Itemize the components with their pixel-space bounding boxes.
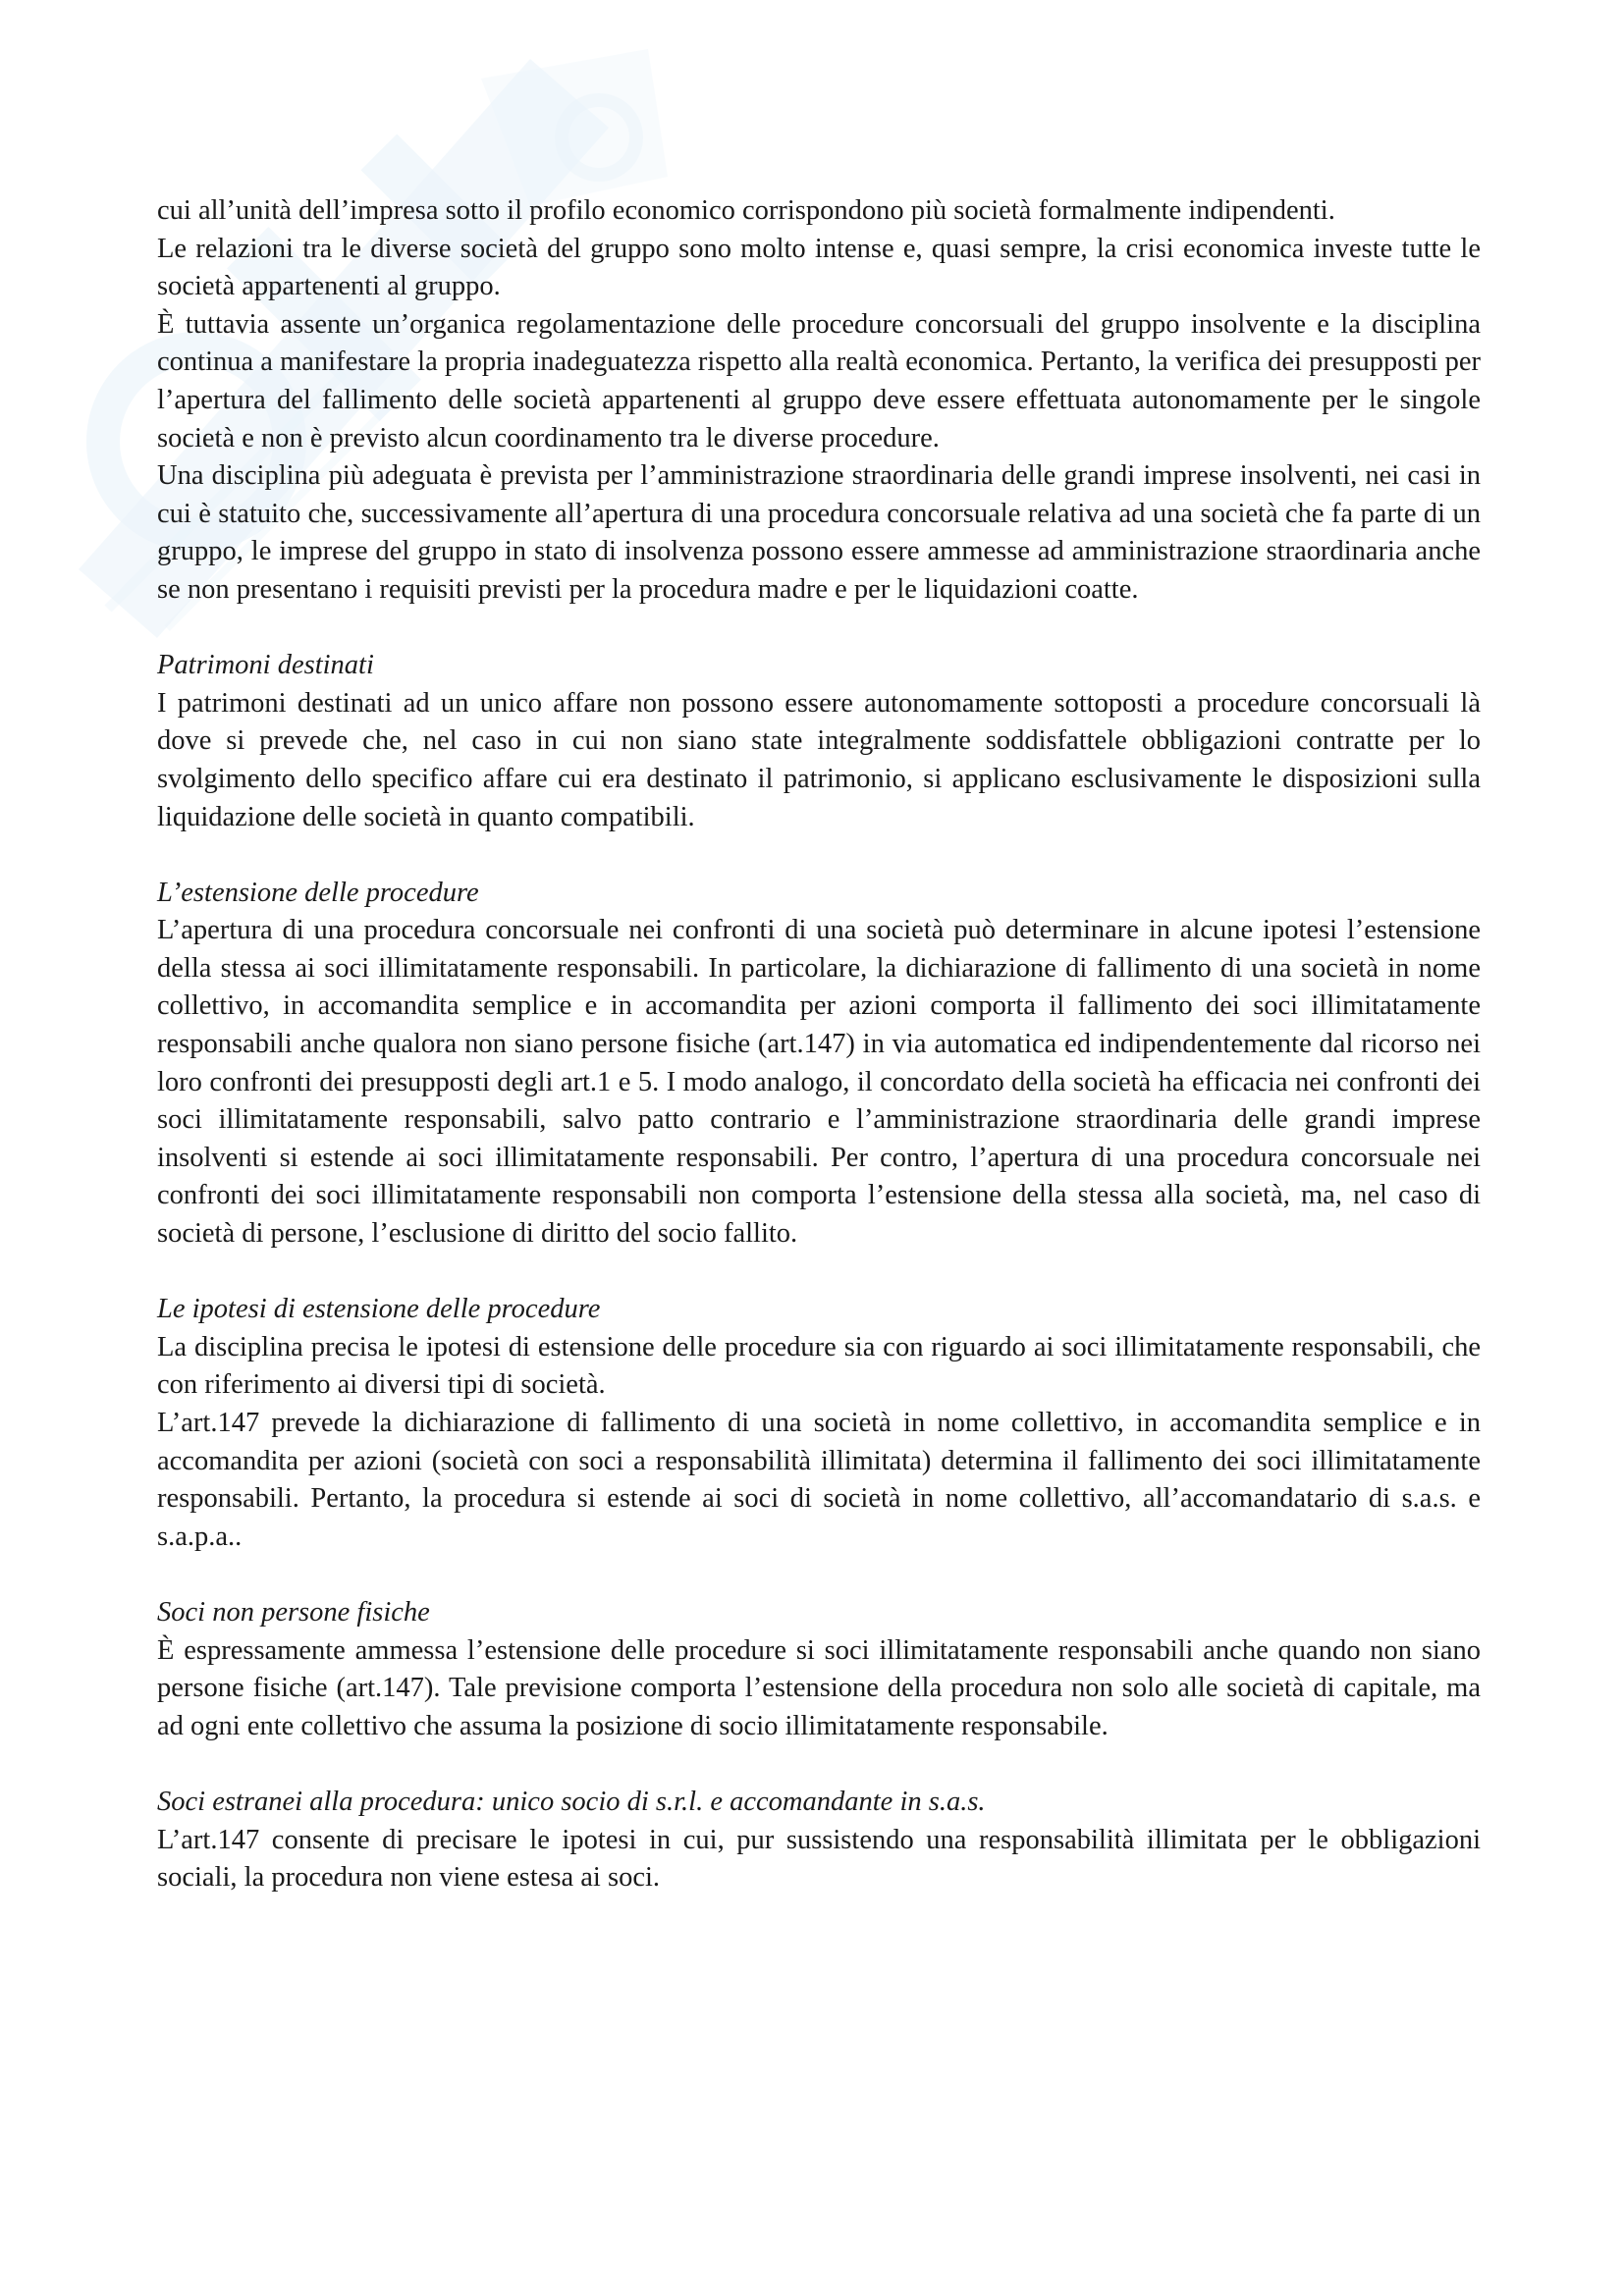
section-heading: Le ipotesi di estensione delle procedure [157,1294,601,1325]
section-paragraph: L’art.147 consente di precisare le ipotesi in cui, pur sussistendo una responsabilità illimitata per le obbligazioni sociali, la procedura non viene estesa ai soci. [157,1824,1481,1894]
section-soci-estranei [157,1784,1481,1897]
section-ipotesi-estensione [157,1291,1481,1556]
section-paragraph: La disciplina precisa le ipotesi di estensione delle procedure sia con riguardo ai soci illimitatamente responsabili, che con riferimento ai diversi tipi di società. [157,1331,1481,1401]
intro-paragraph-3: È tuttavia assente un’organica regolamentazione delle procedure concorsuali del gruppo insolvente e la disciplina continua a manifestare la propria inadeguatezza rispetto alla realtà economica. Pertanto, la verifica dei presupposti per l’apertura del fallimento delle società appartenenti al gruppo deve essere effettuata autonomamente per le singole società e non è previsto alcun coordinamento tra le diverse procedure. [157,308,1481,454]
section-patrimoni-destinati [157,647,1481,836]
section-heading: Soci estranei alla procedura: unico socio di s.r.l. e accomandante in s.a.s. [157,1786,986,1817]
intro-block [157,192,1481,610]
section-paragraph: L’apertura di una procedura concorsuale nei confronti di una società può determinare in alcune ipotesi l’estensione della stessa ai soci illimitatamente responsabili. In particolare, la dichiarazione di fallimento di una società in nome collettivo, in accomandita semplice e in accomandita per azioni comporta il fallimento dei soci illimitatamente responsabili anche qualora non siano persone fisiche (art.147) in via automatica ed indipendentemente dal ricorso nei loro confronti dei presupposti degli art.1 e 5. I modo analogo, il concordato della società ha efficacia nei confronti dei soci illimitatamente responsabili, salvo patto contrario e l’amministrazione straordinaria delle grandi imprese insolventi si estende ai soci illimitatamente responsabili. Per contro, l’apertura di una procedura concorsuale nei confronti dei soci illimitatamente responsabili non comporta l’estensione della stessa alla società, ma, nel caso di società di persone, l’esclusione di diritto del socio fallito. [157,915,1481,1250]
section-heading: Patrimoni destinati [157,650,374,681]
section-heading: L’estensione delle procedure [157,877,479,908]
section-estensione-procedure [157,875,1481,1254]
section-paragraph: I patrimoni destinati ad un unico affare non possono essere autonomamente sottoposti a procedure concorsuali là dove si prevede che, nel caso in cui non siano state integralmente soddisfattele obbligazioni contratte per lo svolgimento dello specifico affare cui era destinato il patrimonio, si applicano esclusivamente le disposizioni sulla liquidazione delle società in quanto compatibili. [157,687,1481,832]
document-body [157,192,1481,1897]
intro-paragraph-1: cui all’unità dell’impresa sotto il profilo economico corrispondono più società formalmente indipendenti. [157,195,1335,226]
intro-paragraph-2: Le relazioni tra le diverse società del gruppo sono molto intense e, quasi sempre, la crisi economica investe tutte le società appartenenti al gruppo. [157,233,1481,302]
section-paragraph: L’art.147 prevede la dichiarazione di fallimento di una società in nome collettivo, in accomandita semplice e in accomandita per azioni (società con soci a responsabilità illimitata) determina il fallimento dei soci illimitatamente responsabili. Pertanto, la procedura si estende ai soci di società in nome collettivo, all’accomandatario di s.a.s. e s.a.p.a.. [157,1408,1481,1552]
section-soci-non-persone-fisiche [157,1594,1481,1745]
section-paragraph: È espressamente ammessa l’estensione delle procedure si soci illimitatamente responsabili anche quando non siano persone fisiche (art.147). Tale previsione comporta l’estensione della procedura non solo alle società di capitale, ma ad ogni ente collettivo che assuma la posizione di socio illimitatamente responsabile. [157,1634,1481,1741]
intro-paragraph-4: Una disciplina più adeguata è prevista per l’amministrazione straordinaria delle grandi imprese insolventi, nei casi in cui è statuito che, successivamente all’apertura di una procedura concorsuale relativa ad una società che fa parte di un gruppo, le imprese del gruppo in stato di insolvenza possono essere ammesse ad amministrazione straordinaria anche se non presentano i requisiti previsti per la procedura madre e per le liquidazioni coatte. [157,460,1481,605]
section-heading: Soci non persone fisiche [157,1596,430,1628]
